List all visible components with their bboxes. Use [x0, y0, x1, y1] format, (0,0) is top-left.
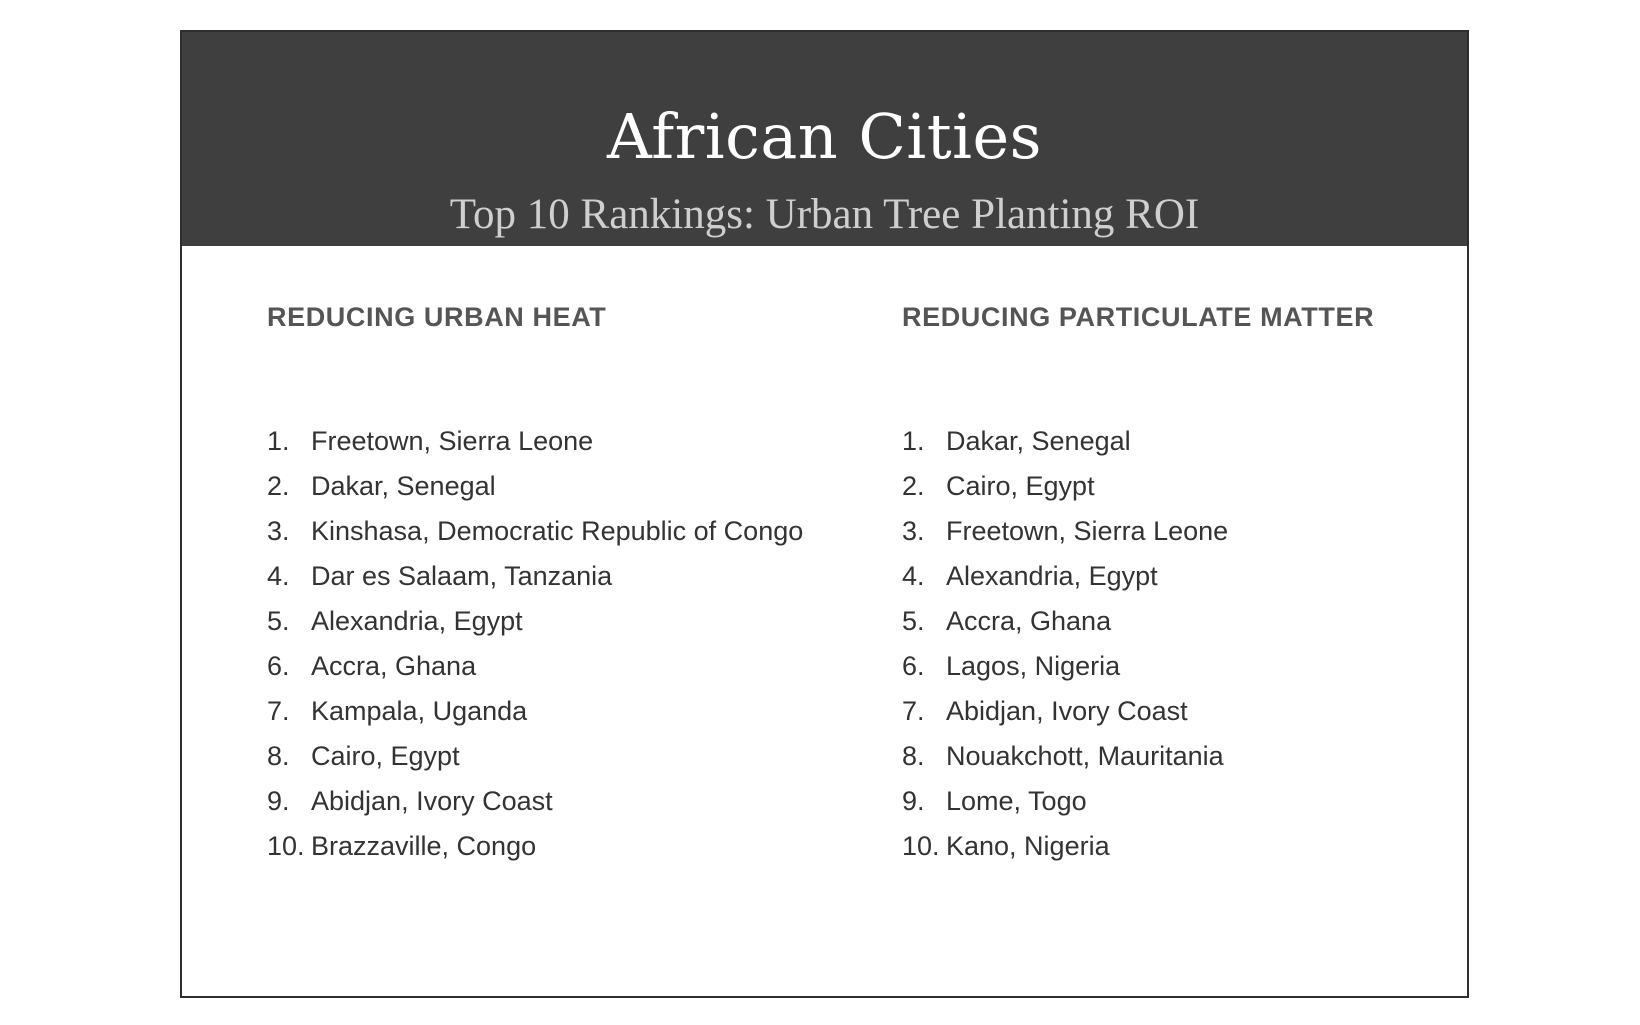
- city-name: Brazzaville, Congo: [311, 831, 537, 861]
- list-item: [267, 734, 803, 779]
- rank-number: 10.: [902, 831, 940, 861]
- rank-number: 4.: [267, 561, 290, 591]
- city-name: Lagos, Nigeria: [946, 651, 1121, 681]
- city-name: Kano, Nigeria: [946, 831, 1110, 861]
- list-item: [902, 464, 1228, 509]
- rank-number: 3.: [902, 516, 925, 546]
- particulate-matter-ranking-list: [902, 419, 1228, 869]
- city-name: Alexandria, Egypt: [946, 561, 1158, 591]
- rank-number: 2.: [267, 471, 290, 501]
- city-name: Dar es Salaam, Tanzania: [311, 561, 613, 591]
- urban-heat-column: [267, 302, 804, 861]
- rank-number: 7.: [902, 696, 925, 726]
- list-item: [267, 464, 803, 509]
- rank-number: 9.: [902, 786, 925, 816]
- list-item: [902, 689, 1228, 734]
- rank-number: 6.: [902, 651, 925, 681]
- rank-number: 5.: [902, 606, 925, 636]
- list-item: [902, 419, 1228, 464]
- city-name: Lome, Togo: [946, 786, 1087, 816]
- city-name: Freetown, Sierra Leone: [311, 426, 594, 456]
- city-name: Kinshasa, Democratic Republic of Congo: [311, 516, 804, 546]
- rank-number: 10.: [267, 831, 305, 861]
- rank-number: 5.: [267, 606, 290, 636]
- list-item: [267, 599, 803, 644]
- list-item: [267, 419, 803, 464]
- page-title: African Cities: [607, 100, 1042, 173]
- rank-number: 7.: [267, 696, 290, 726]
- city-name: Nouakchott, Mauritania: [946, 741, 1224, 771]
- list-item: [902, 599, 1228, 644]
- rank-number: 6.: [267, 651, 290, 681]
- list-item: [902, 734, 1228, 779]
- rank-number: 8.: [902, 741, 925, 771]
- header-banner: [182, 32, 1467, 246]
- particulate-matter-column: [902, 302, 1375, 861]
- urban-heat-ranking-list: [267, 419, 803, 869]
- city-name: Cairo, Egypt: [946, 471, 1095, 501]
- city-name: Abidjan, Ivory Coast: [311, 786, 553, 816]
- city-name: Accra, Ghana: [311, 651, 477, 681]
- city-name: Cairo, Egypt: [311, 741, 460, 771]
- city-name: Accra, Ghana: [946, 606, 1112, 636]
- city-name: Alexandria, Egypt: [311, 606, 523, 636]
- city-name: Abidjan, Ivory Coast: [946, 696, 1188, 726]
- rankings-card: [180, 30, 1469, 998]
- list-item: [902, 779, 1228, 824]
- list-item: [267, 509, 803, 554]
- list-item: [902, 509, 1228, 554]
- rank-number: 1.: [902, 426, 925, 456]
- city-name: Kampala, Uganda: [311, 696, 528, 726]
- rank-number: 8.: [267, 741, 290, 771]
- list-item: [267, 689, 803, 734]
- rank-number: 4.: [902, 561, 925, 591]
- list-item: [902, 554, 1228, 599]
- page-subtitle: Top 10 Rankings: Urban Tree Planting ROI: [449, 191, 1200, 238]
- rank-number: 9.: [267, 786, 290, 816]
- rank-number: 2.: [902, 471, 925, 501]
- rank-number: 1.: [267, 426, 290, 456]
- city-name: Dakar, Senegal: [946, 426, 1131, 456]
- rank-number: 3.: [267, 516, 290, 546]
- list-item: [267, 554, 803, 599]
- city-name: Dakar, Senegal: [311, 471, 496, 501]
- column-heading-particulate-matter: REDUCING PARTICULATE MATTER: [902, 302, 1375, 332]
- column-heading-urban-heat: REDUCING URBAN HEAT: [267, 302, 607, 332]
- city-name: Freetown, Sierra Leone: [946, 516, 1229, 546]
- list-item: [267, 644, 803, 689]
- list-item: [267, 824, 803, 869]
- list-item: [902, 824, 1228, 869]
- list-item: [902, 644, 1228, 689]
- list-item: [267, 779, 803, 824]
